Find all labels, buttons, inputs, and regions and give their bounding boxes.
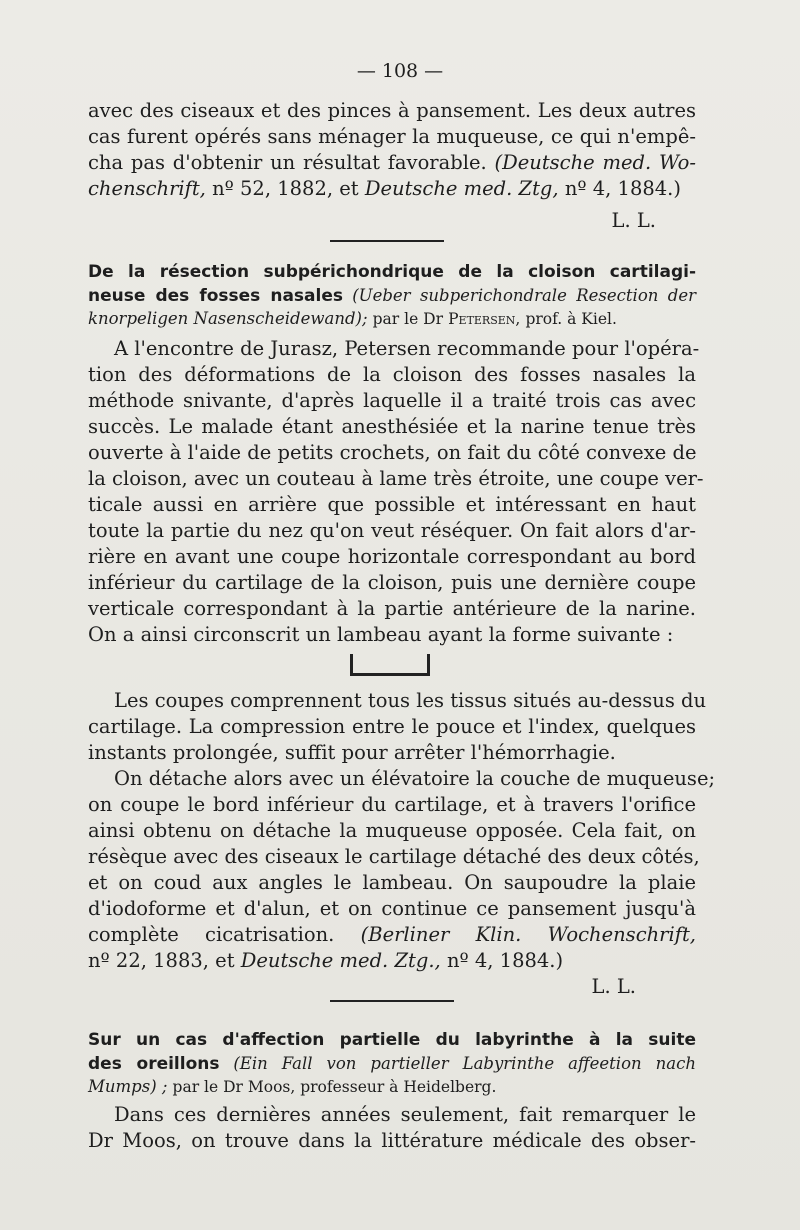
body-line: et on coud aux angles le lambeau. On saupoudre la plaie: [88, 871, 696, 894]
body-line: ticale aussi en arrière que possible et intéressant en haut: [88, 493, 696, 516]
heading-bold: neuse des fosses nasales: [88, 286, 343, 306]
body-line: verticale correspondant à la partie antérieure de la narine.: [88, 597, 696, 620]
body-line: Dans ces dernières années seulement, fait remarquer le: [114, 1103, 696, 1126]
body-line: On a ainsi circonscrit un lambeau ayant la forme suivante :: [88, 623, 674, 646]
body-line: cartilage. La compression entre le pouce et l'index, quelques: [88, 715, 696, 738]
citation-italic: Deutsche med. Ztg,: [364, 177, 559, 200]
body-line: méthode snivante, d'après laquelle il a traité trois cas avec: [88, 389, 696, 412]
body-line: ouverte à l'aide de petits crochets, on fait du côté convexe de: [88, 441, 697, 464]
body-line: inférieur du cartilage de la cloison, puis une dernière coupe: [88, 571, 696, 594]
heading-italic: Mumps) ;: [88, 1077, 168, 1096]
citation-italic: (Berliner Klin. Wochenschrift,: [360, 923, 696, 946]
signature: L. L.: [591, 975, 636, 998]
body-text: nº 4, 1884.): [564, 177, 681, 200]
citation-italic: Deutsche med. Ztg.,: [240, 949, 441, 972]
citation-italic: (Deutsche med. Wo-: [494, 151, 697, 174]
body-line: On détache alors avec un élévatoire la couche de muqueuse;: [114, 767, 716, 790]
section-heading: De la résection subpérichondrique de la cloison cartilagi-: [88, 262, 696, 282]
body-text: complète cicatrisation.: [88, 923, 335, 946]
body-text: nº 4, 1884.): [446, 949, 564, 972]
section-heading: Sur un cas d'affection partielle du labyrinthe à la suite: [88, 1030, 696, 1050]
page-number: — 108 —: [356, 60, 444, 82]
body-line: ainsi obtenu on détache la muqueuse opposée. Cela fait, on: [88, 819, 696, 842]
heading-italic: (Ein Fall von partieller Labyrinthe affeetion nach: [233, 1054, 696, 1073]
body-line: rière en avant une coupe horizontale correspondant au bord: [88, 545, 696, 568]
section-divider: [330, 240, 444, 242]
heading-author: Petersen,: [448, 310, 521, 328]
section-heading: [88, 1052, 696, 1076]
heading-italic: knorpeligen Nasenscheidewand);: [88, 309, 368, 328]
body-line: Les coupes comprennent tous les tissus situés au-dessus du: [114, 689, 707, 712]
heading-author: par le Dr: [372, 310, 444, 328]
section-divider: [330, 1000, 454, 1002]
body-line: [88, 176, 696, 202]
body-line: tion des déformations de la cloison des fosses nasales la: [88, 363, 696, 386]
body-line: cas furent opérés sans ménager la muqueuse, ce qui n'empê-: [88, 125, 696, 148]
body-line: [88, 922, 696, 948]
body-line: instants prolongée, suffit pour arrêter l'hémorrhagie.: [88, 741, 616, 764]
body-line: résèque avec des ciseaux le cartilage détaché des deux côtés,: [88, 845, 700, 868]
body-line: [88, 150, 696, 176]
body-line: d'iodoforme et d'alun, et on continue ce pansement jusqu'à: [88, 897, 696, 920]
body-line: A l'encontre de Jurasz, Petersen recommande pour l'opéra-: [114, 337, 700, 360]
body-line: avec des ciseaux et des pinces à pansement. Les deux autres: [88, 99, 696, 122]
section-heading: [88, 284, 696, 308]
section-heading: [88, 1075, 696, 1099]
heading-italic: (Ueber subperichondrale Resection der: [352, 286, 696, 305]
body-line: succès. Le malade étant anesthésiée et la narine tenue très: [88, 415, 696, 438]
body-line: la cloison, avec un couteau à lame très étroite, une coupe ver-: [88, 467, 704, 490]
heading-author: prof. à Kiel.: [525, 310, 617, 328]
flap-shape-figure: [350, 654, 430, 676]
body-text: nº 52, 1882, et: [212, 177, 359, 200]
body-line: Dr Moos, on trouve dans la littérature médicale des obser-: [88, 1129, 696, 1152]
body-text: cha pas d'obtenir un résultat favorable.: [88, 151, 487, 174]
signature: L. L.: [611, 209, 656, 232]
body-line: on coupe le bord inférieur du cartilage, et à travers l'orifice: [88, 793, 696, 816]
body-text: nº 22, 1883, et: [88, 949, 235, 972]
citation-italic: chenschrift,: [88, 177, 206, 200]
body-line: toute la partie du nez qu'on veut réséquer. On fait alors d'ar-: [88, 519, 696, 542]
heading-author: par le Dr Moos, professeur à Heidelberg.: [172, 1078, 497, 1096]
heading-bold: des oreillons: [88, 1054, 220, 1074]
section-heading: [88, 307, 696, 331]
body-line: [88, 948, 696, 974]
